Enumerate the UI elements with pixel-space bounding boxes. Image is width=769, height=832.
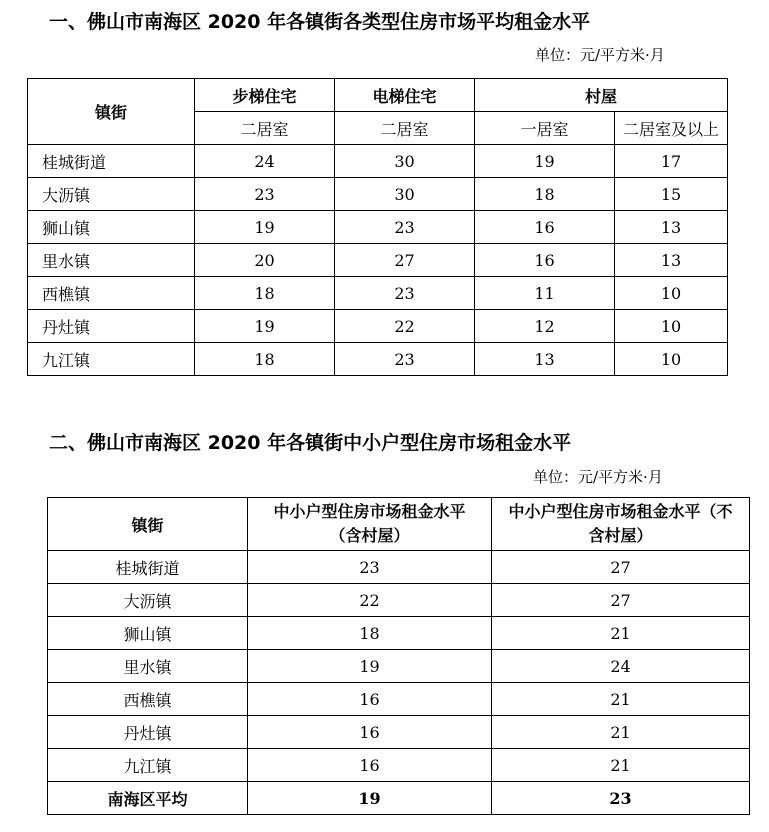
- table-cell: 19: [248, 650, 492, 683]
- table-cell: 23: [335, 277, 475, 310]
- subheader-cell: 二居室: [335, 112, 475, 145]
- table-row: [48, 716, 750, 749]
- section2-title: 二、佛山市南海区 2020 年各镇街中小户型住房市场租金水平: [49, 432, 572, 454]
- subheader-cell: 二居室及以上: [615, 112, 728, 145]
- table-cell: 12: [475, 310, 615, 343]
- table-cell: 23: [335, 211, 475, 244]
- table-cell: 15: [615, 178, 728, 211]
- small-unit-rent-table: [47, 497, 750, 815]
- street-name: 狮山镇: [48, 617, 248, 650]
- table-cell: 21: [492, 617, 750, 650]
- street-name: 九江镇: [48, 749, 248, 782]
- table-row: [28, 277, 728, 310]
- street-name: 丹灶镇: [28, 310, 195, 343]
- table-row: [48, 584, 750, 617]
- table-cell: 18: [195, 343, 335, 376]
- table-cell: 20: [195, 244, 335, 277]
- table-row: [48, 749, 750, 782]
- table-row: [28, 343, 728, 376]
- header-with-village: 中小户型住房市场租金水平（含村屋）: [248, 498, 492, 551]
- table-cell: 19: [195, 310, 335, 343]
- table-cell: 17: [615, 145, 728, 178]
- street-name: 里水镇: [48, 650, 248, 683]
- header-stair-housing: 步梯住宅: [195, 79, 335, 112]
- table-row: [48, 551, 750, 584]
- table-cell: 21: [492, 716, 750, 749]
- section2-unit: 单位：元/平方米·月: [533, 468, 663, 486]
- table-cell: 24: [195, 145, 335, 178]
- street-name: 大沥镇: [48, 584, 248, 617]
- table-row: [48, 650, 750, 683]
- table-cell: 27: [492, 551, 750, 584]
- table-cell: 16: [475, 211, 615, 244]
- table-row: [28, 244, 728, 277]
- average-label: 南海区平均: [48, 782, 248, 815]
- table-cell: 19: [195, 211, 335, 244]
- table-cell: 16: [248, 749, 492, 782]
- table-cell: 18: [195, 277, 335, 310]
- table-cell: 13: [615, 244, 728, 277]
- table-cell: 10: [615, 310, 728, 343]
- table-cell: 30: [335, 178, 475, 211]
- table-cell: 18: [248, 617, 492, 650]
- street-name: 九江镇: [28, 343, 195, 376]
- table-row: [28, 211, 728, 244]
- subheader-cell: 二居室: [195, 112, 335, 145]
- street-name: 桂城街道: [28, 145, 195, 178]
- table-cell: 19: [475, 145, 615, 178]
- average-row: [48, 782, 750, 815]
- table-cell: 21: [492, 683, 750, 716]
- subheader-cell: 一居室: [475, 112, 615, 145]
- table-row: [28, 145, 728, 178]
- table-cell: 22: [248, 584, 492, 617]
- table-cell: 13: [475, 343, 615, 376]
- average-with-village: 19: [248, 782, 492, 815]
- table-row: [28, 178, 728, 211]
- table-cell: 23: [248, 551, 492, 584]
- table-cell: 11: [475, 277, 615, 310]
- table-cell: 10: [615, 277, 728, 310]
- header-without-village: 中小户型住房市场租金水平（不含村屋）: [492, 498, 750, 551]
- street-name: 西樵镇: [48, 683, 248, 716]
- table-cell: 16: [248, 716, 492, 749]
- table-row: [48, 683, 750, 716]
- table-cell: 23: [335, 343, 475, 376]
- table-row: [48, 617, 750, 650]
- table-cell: 10: [615, 343, 728, 376]
- table-cell: 27: [492, 584, 750, 617]
- section1-unit: 单位：元/平方米·月: [535, 46, 665, 64]
- table-cell: 18: [475, 178, 615, 211]
- table-cell: 27: [335, 244, 475, 277]
- rent-by-type-table: [27, 78, 728, 376]
- table-row: [28, 310, 728, 343]
- street-name: 桂城街道: [48, 551, 248, 584]
- street-name: 大沥镇: [28, 178, 195, 211]
- table-cell: 30: [335, 145, 475, 178]
- street-name: 丹灶镇: [48, 716, 248, 749]
- table-cell: 16: [248, 683, 492, 716]
- section1-title: 一、佛山市南海区 2020 年各镇街各类型住房市场平均租金水平: [49, 11, 591, 33]
- header-village-housing: 村屋: [475, 79, 728, 112]
- street-name: 里水镇: [28, 244, 195, 277]
- header-street: 镇街: [28, 79, 195, 145]
- header-elevator-housing: 电梯住宅: [335, 79, 475, 112]
- street-name: 狮山镇: [28, 211, 195, 244]
- street-name: 西樵镇: [28, 277, 195, 310]
- table-cell: 22: [335, 310, 475, 343]
- table-cell: 16: [475, 244, 615, 277]
- table-cell: 13: [615, 211, 728, 244]
- header-street: 镇街: [48, 498, 248, 551]
- table-cell: 24: [492, 650, 750, 683]
- table-cell: 21: [492, 749, 750, 782]
- table-cell: 23: [195, 178, 335, 211]
- average-without-village: 23: [492, 782, 750, 815]
